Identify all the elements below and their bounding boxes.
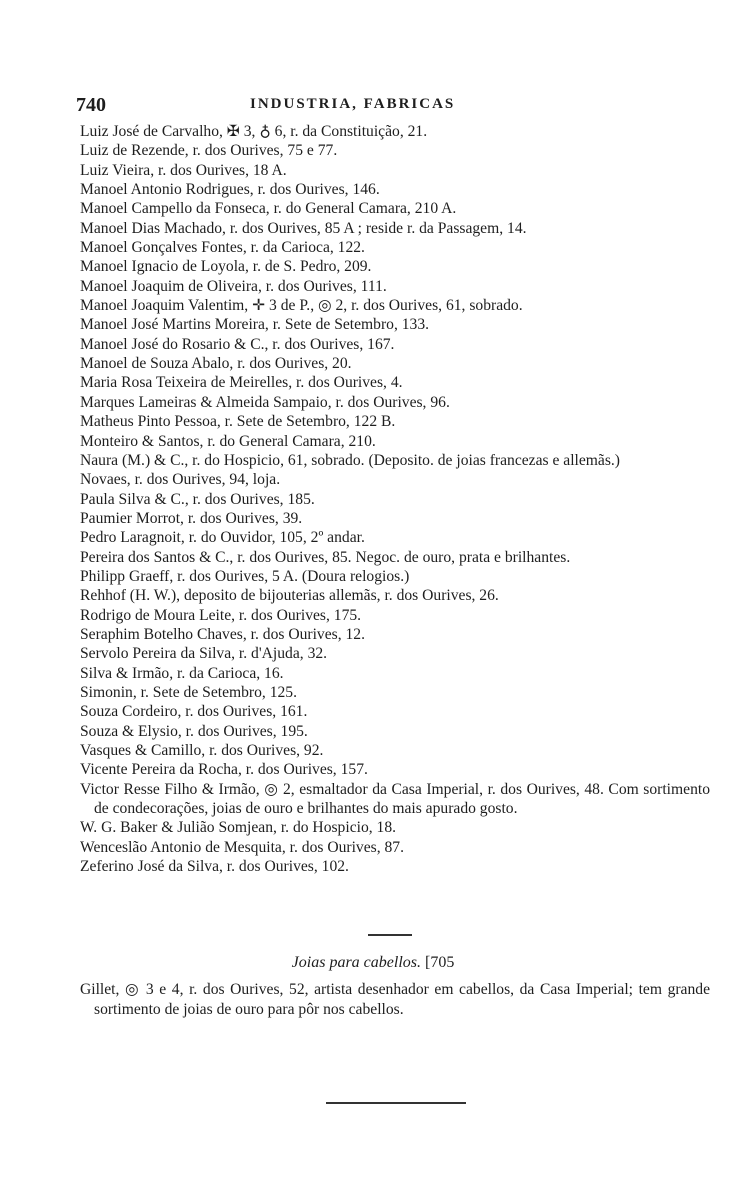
list-item: Servolo Pereira da Silva, r. d'Ajuda, 32.: [80, 645, 328, 663]
list-item: Vicente Pereira da Rocha, r. dos Ourives, 157.: [80, 761, 368, 779]
list-item: Pedro Laragnoit, r. do Ouvidor, 105, 2º andar.: [80, 529, 365, 547]
list-item: Rehhof (H. W.), deposito de bijouterias allemãs, r. dos Ourives, 26.: [80, 587, 499, 605]
section-list: [80, 980, 710, 1020]
list-item: Manoel Campello da Fonseca, r. do General Camara, 210 A.: [80, 200, 457, 218]
list-item: Zeferino José da Silva, r. dos Ourives, 102.: [80, 858, 349, 876]
list-item: Simonin, r. Sete de Setembro, 125.: [80, 683, 297, 701]
list-item: Luiz Vieira, r. dos Ourives, 18 A.: [80, 161, 287, 179]
section-number: [705: [425, 954, 455, 971]
list-item: Luiz José de Carvalho, ✠ 3, ♁ 6, r. da Constituição, 21.: [80, 123, 428, 140]
list-item: Manoel Gonçalves Fontes, r. da Carioca, 122.: [80, 239, 365, 257]
section-title: Joias para cabellos.: [291, 954, 421, 971]
list-item: Manoel de Souza Abalo, r. dos Ourives, 20.: [80, 355, 352, 373]
list-item: Luiz de Rezende, r. dos Ourives, 75 e 77.: [80, 142, 338, 160]
end-rule: [326, 1102, 466, 1104]
list-item: Manoel Ignacio de Loyola, r. de S. Pedro, 209.: [80, 258, 372, 276]
section-heading: [0, 954, 746, 972]
list-item: Vasques & Camillo, r. dos Ourives, 92.: [80, 742, 324, 759]
section-divider: [368, 934, 412, 936]
running-header: INDUSTRIA, FABRICAS: [250, 96, 456, 112]
list-item: Monteiro & Santos, r. do General Camara, 210.: [80, 432, 376, 450]
list-item: Paula Silva & C., r. dos Ourives, 185.: [80, 490, 315, 508]
list-item: Manoel Joaquim de Oliveira, r. dos Ourives, 111.: [80, 277, 387, 295]
list-item: Victor Resse Filho & Irmão, ◎ 2, esmaltador da Casa Imperial, r. dos Ourives, 48. Com sortimento de condecorações, joias de ouro e brilhantes do mais apurado gosto.: [80, 780, 710, 818]
list-item: Marques Lameiras & Almeida Sampaio, r. dos Ourives, 96.: [80, 393, 450, 411]
list-item: Manoel José Martins Moreira, r. Sete de Setembro, 133.: [80, 316, 430, 334]
directory-list: [80, 122, 710, 876]
list-item: Manoel Antonio Rodrigues, r. dos Ourives, 146.: [80, 181, 380, 199]
list-item: Souza Cordeiro, r. dos Ourives, 161.: [80, 703, 308, 721]
list-item: Manoel José do Rosario & C., r. dos Ourives, 167.: [80, 335, 395, 353]
list-item: Wenceslão Antonio de Mesquita, r. dos Ourives, 87.: [80, 838, 404, 856]
list-item: Souza & Elysio, r. dos Ourives, 195.: [80, 722, 308, 740]
page-number: 740: [76, 94, 106, 116]
list-item: Pereira dos Santos & C., r. dos Ourives, 85. Negoc. de ouro, prata e brilhantes.: [80, 548, 571, 566]
list-item: Novaes, r. dos Ourives, 94, loja.: [80, 471, 281, 489]
list-item: Manoel Joaquim Valentim, ✛ 3 de P., ◎ 2, r. dos Ourives, 61, sobrado.: [80, 297, 523, 315]
list-item: Gillet, ◎ 3 e 4, r. dos Ourives, 52, artista desenhador em cabellos, da Casa Imperial; tem grande sortimento de joias de ouro para pôr nos cabellos.: [80, 981, 710, 1018]
list-item: Philipp Graeff, r. dos Ourives, 5 A. (Doura relogios.): [80, 567, 410, 585]
list-item: Manoel Dias Machado, r. dos Ourives, 85 A ; reside r. da Passagem, 14.: [80, 219, 527, 237]
list-item: Rodrigo de Moura Leite, r. dos Ourives, 175.: [80, 606, 362, 624]
list-item: Matheus Pinto Pessoa, r. Sete de Setembro, 122 B.: [80, 413, 396, 431]
list-item: Naura (M.) & C., r. do Hospicio, 61, sobrado. (Deposito. de joias francezas e allemãs.): [80, 451, 621, 469]
list-item: W. G. Baker & Julião Somjean, r. do Hospicio, 18.: [80, 819, 397, 837]
list-item: Paumier Morrot, r. dos Ourives, 39.: [80, 509, 303, 527]
list-item: Seraphim Botelho Chaves, r. dos Ourives, 12.: [80, 625, 365, 643]
list-item: Silva & Irmão, r. da Carioca, 16.: [80, 664, 284, 682]
list-item: Maria Rosa Teixeira de Meirelles, r. dos Ourives, 4.: [80, 374, 403, 392]
